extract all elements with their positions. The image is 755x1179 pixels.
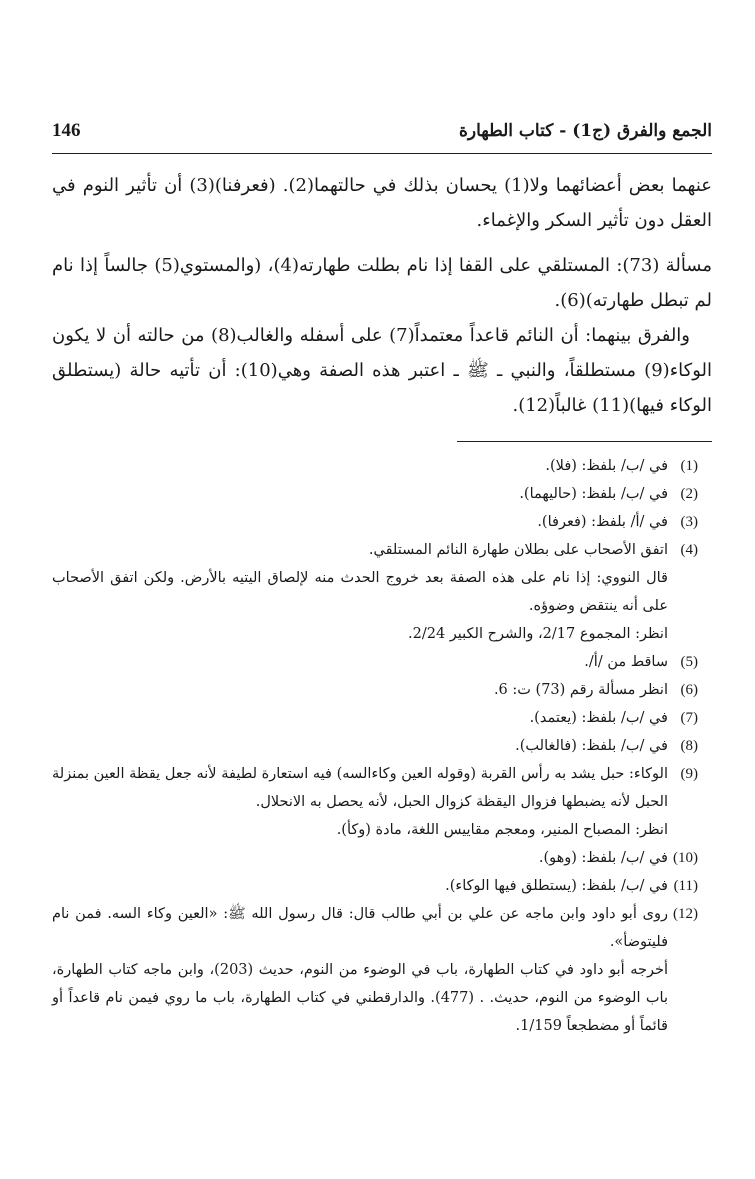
footnote-number-label: (12) — [673, 906, 698, 922]
footnote-text — [52, 480, 668, 508]
footnote — [52, 676, 712, 704]
footnote-text — [52, 536, 668, 648]
footnote-number — [668, 844, 712, 872]
footnote-line: انظر: المصباح المنير، ومعجم مقاييس اللغة، مادة (وكأ). — [336, 822, 668, 838]
footnote-text — [52, 676, 668, 704]
footnote-line: في /أ/ بلفظ: (فعرفا). — [537, 514, 668, 530]
footnote-number-label: (9) — [680, 766, 698, 782]
footnote-line: في /ب/ بلفظ: (فلا). — [545, 458, 668, 474]
footnote — [52, 760, 712, 844]
footnote-text — [52, 452, 668, 480]
footnote-line: انظر: المجموع 2/17، والشرح الكبير 2/24. — [408, 626, 668, 642]
footnote-number-label: (2) — [680, 486, 698, 502]
footnote-number-label: (3) — [680, 514, 698, 530]
footnote-line: في /ب/ بلفظ: (يستطلق فيها الوكاء). — [445, 878, 668, 894]
footnote-line: روى أبو داود وابن ماجه عن علي بن أبي طالب قال: قال رسول الله ﷺ: «العين وكاء السه. فمن نام فليتوضأ». — [52, 906, 668, 950]
main-text — [52, 168, 712, 423]
running-title: الجمع والفرق (ج1) - كتاب الطهارة — [459, 121, 712, 141]
book-page — [52, 120, 712, 1040]
footnote-line: في /ب/ بلفظ: (فالغالب). — [515, 738, 668, 754]
footnote-number-label: (8) — [680, 738, 698, 754]
footnote-text — [52, 872, 668, 900]
footnote-text — [52, 508, 668, 536]
page-number: 146 — [52, 120, 81, 141]
footnote-line: اتفق الأصحاب على بطلان طهارة النائم المستلقي. — [368, 542, 668, 558]
footnote-line: في /ب/ بلفظ: (يعتمد). — [529, 710, 668, 726]
footnote-number — [668, 732, 712, 760]
footnote-number — [668, 508, 712, 536]
footnote-number-label: (10) — [673, 850, 698, 866]
footnote-number — [668, 480, 712, 508]
footnote — [52, 508, 712, 536]
footnote-text — [52, 704, 668, 732]
footnote-number-label: (6) — [680, 682, 698, 698]
footnote-number — [668, 452, 712, 480]
footnote-number — [668, 872, 712, 900]
footnote-number-label: (1) — [680, 458, 698, 474]
paragraph-3: والفرق بينهما: أن النائم قاعداً معتمداً(7) على أسفله والغالب(8) من حالته أن لا يكون الوكاء(9) مستطلقاً، والنبي ـ ﷺ ـ اعتبر هذه الصفة وهي(10): أن تأتيه حالة (يستطلق الوكاء فيها)(11) غالباً(12). — [52, 325, 712, 416]
paragraph-2: مسألة (73): المستلقي على القفا إذا نام بطلت طهارته(4)، (والمستوي(5) جالساً إذا نام لم تبطل طهارته)(6). — [52, 255, 713, 311]
footnote-line: أخرجه أبو داود في كتاب الطهارة، باب في الوضوء من النوم، حديث (203)، وابن ماجه كتاب الطهارة، باب الوضوء من النوم، حديث. . (477). والدارقطني في كتاب الطهارة، باب ما روي فيمن نام قاعداً أو قائماً أو مضطجعاً 1/159. — [52, 962, 668, 1034]
footnote-line: قال النووي: إذا نام على هذه الصفة بعد خروج الحدث منه لإلصاق اليتيه بالأرض. ولكن اتفق الأصحاب على أنه ينتقض وضوؤه. — [52, 570, 668, 614]
footnote-separator — [457, 441, 712, 442]
footnote-text — [52, 760, 668, 844]
paragraph-1: عنهما بعض أعضائهما ولا(1) يحسان بذلك في حالتهما(2). (فعرفنا)(3) أن تأثير النوم في العقل دون تأثير السكر والإغماء. — [52, 175, 712, 231]
footnote — [52, 872, 712, 900]
footnote-number — [668, 704, 712, 732]
footnote-number-label: (11) — [673, 878, 698, 894]
footnote — [52, 452, 712, 480]
footnote-number-label: (5) — [680, 654, 698, 670]
footnote-number-label: (7) — [680, 710, 698, 726]
footnote — [52, 648, 712, 676]
footnote-text — [52, 732, 668, 760]
footnotes — [52, 452, 712, 1040]
footnote-number — [668, 900, 712, 1040]
footnote-text — [52, 844, 668, 872]
footnote-number — [668, 760, 712, 844]
footnote — [52, 704, 712, 732]
footnote-line: انظر مسألة رقم (73) ت: 6. — [493, 682, 668, 698]
footnote-line: في /ب/ بلفظ: (وهو). — [538, 850, 668, 866]
footnote — [52, 844, 712, 872]
footnote-line: ساقط من /أ/. — [584, 654, 668, 670]
footnote-line: الوكاء: حبل يشد به رأس القربة (وقوله العين وكاءالسه) فيه استعارة لطيفة لأنه جعل يقظة العين بمنزلة الحبل لأنه يضبطها فزوال اليقظة كزوال الحبل، لأنه يحصل به الانحلال. — [52, 766, 668, 810]
footnote — [52, 732, 712, 760]
footnote-number — [668, 536, 712, 648]
footnote-number — [668, 648, 712, 676]
footnote — [52, 900, 712, 1040]
footnote-number-label: (4) — [680, 542, 698, 558]
footnote-text — [52, 648, 668, 676]
page-header — [52, 120, 712, 154]
footnote — [52, 480, 712, 508]
footnote — [52, 536, 712, 648]
footnote-text — [52, 900, 668, 1040]
footnote-line: في /ب/ بلفظ: (حاليهما). — [519, 486, 668, 502]
footnote-number — [668, 676, 712, 704]
